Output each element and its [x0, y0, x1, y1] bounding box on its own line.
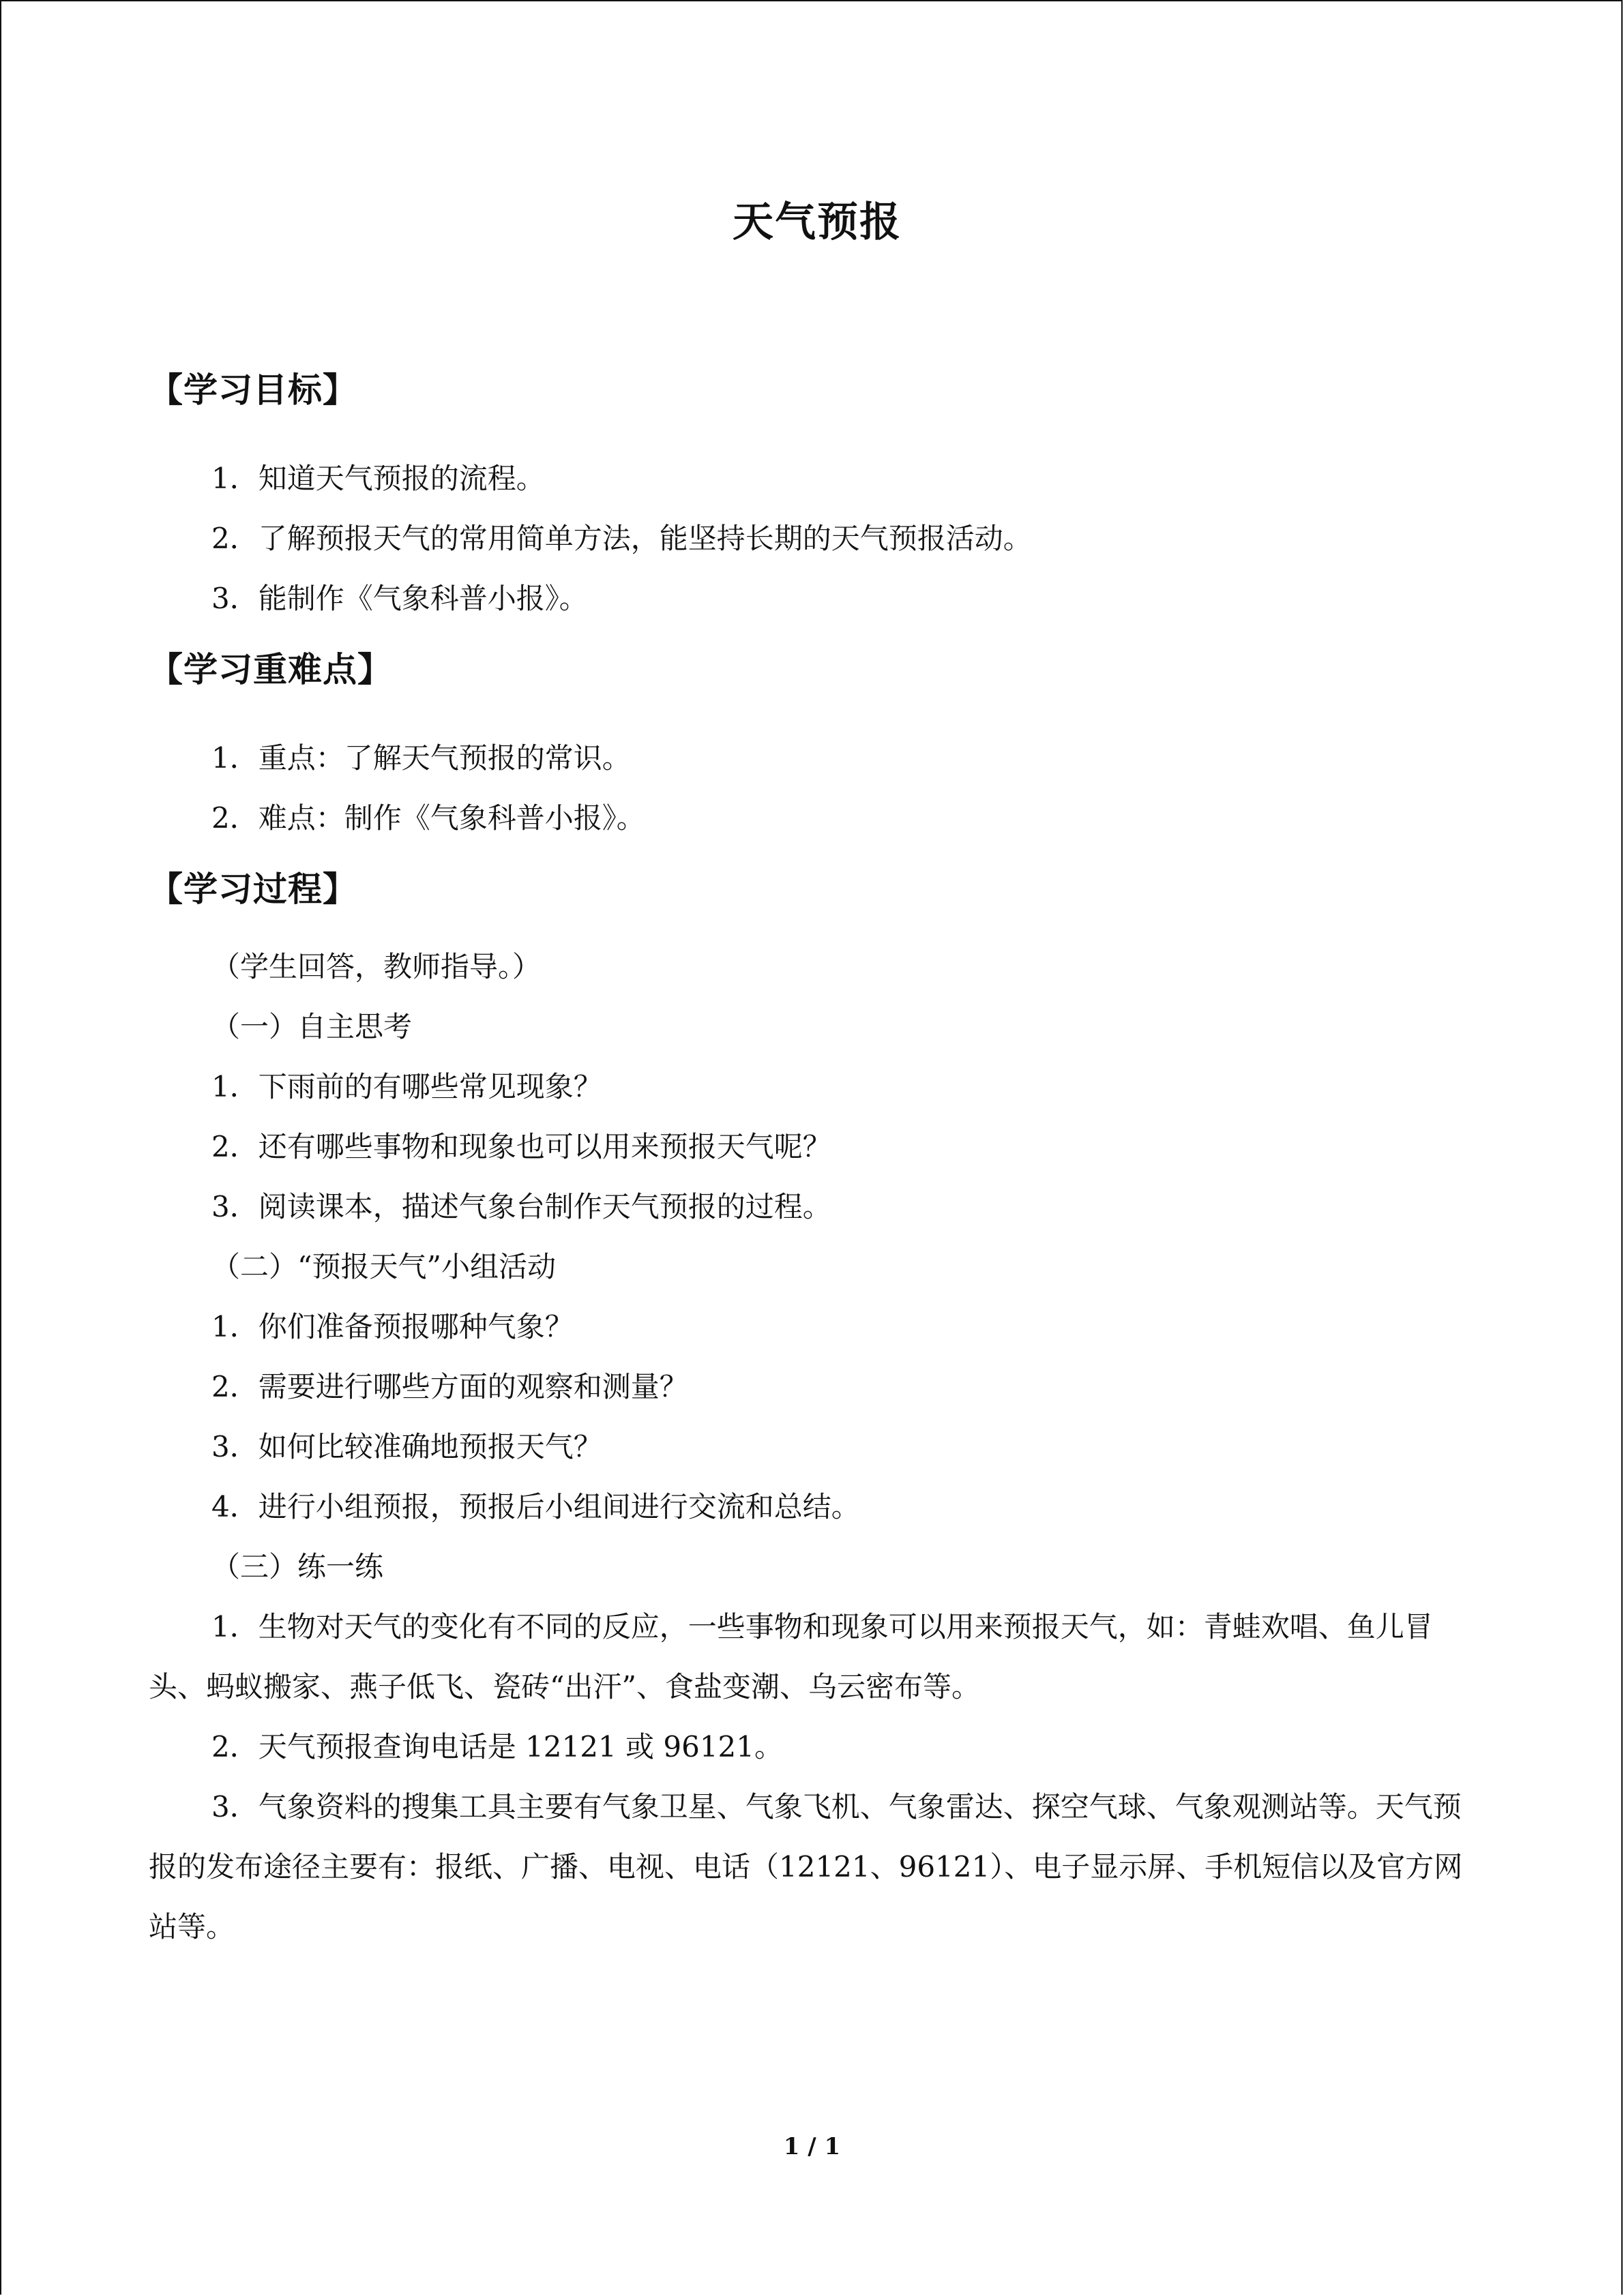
list-item: 1．重点：了解天气预报的常识。 — [211, 741, 631, 775]
document-body — [149, 198, 1486, 1978]
process-intro: （学生回答，教师指导。） — [211, 950, 542, 983]
page-title: 天气预报 — [733, 198, 902, 246]
page-number: 1 / 1 — [783, 2133, 841, 2160]
list-item: 1．生物对天气的变化有不同的反应，一些事物和现象可以用来预报天气，如：青蛙欢唱、鱼儿冒头、蚂蚁搬家、燕子低飞、瓷砖“出汗”、食盐变潮、乌云密布等。 — [149, 1610, 1433, 1703]
section-heading-key-points: 【学习重难点】 — [149, 650, 392, 689]
list-item: 2．天气预报查询电话是 12121 或 96121。 — [211, 1730, 783, 1763]
list-item: 3．如何比较准确地预报天气？ — [211, 1430, 602, 1463]
list-item: 4．进行小组预报，预报后小组间进行交流和总结。 — [211, 1490, 860, 1523]
part1-heading: （一）自主思考 — [211, 1010, 413, 1043]
list-item: 1．你们准备预报哪种气象？ — [211, 1310, 574, 1343]
list-item: 1．知道天气预报的流程。 — [211, 462, 545, 495]
list-item: 2．需要进行哪些方面的观察和测量？ — [211, 1370, 688, 1403]
list-item: 3．能制作《气象科普小报》。 — [211, 582, 588, 615]
list-item: 3．气象资料的搜集工具主要有气象卫星、气象飞机、气象雷达、探空气球、气象观测站等。天气预报的发布途径主要有：报纸、广播、电视、电话（12121、96121）、电子显示屏、手机短信以及官方网站等。 — [149, 1790, 1463, 1943]
list-item: 2．还有哪些事物和现象也可以用来预报天气呢？ — [211, 1130, 831, 1163]
process-content — [149, 937, 1486, 1957]
section-heading-goals: 【学习目标】 — [149, 370, 357, 410]
section-heading-process: 【学习过程】 — [149, 869, 357, 909]
part3-heading: （三）练一练 — [211, 1550, 384, 1583]
list-item: 1．下雨前的有哪些常见现象？ — [211, 1070, 602, 1103]
list-item: 3．阅读课本，描述气象台制作天气预报的过程。 — [211, 1190, 831, 1223]
list-item: 2．难点：制作《气象科普小报》。 — [211, 801, 645, 835]
goals-list — [149, 449, 1486, 629]
section-goals — [149, 370, 1486, 629]
list-item: 2．了解预报天气的常用简单方法，能坚持长期的天气预报活动。 — [211, 522, 1032, 555]
key-points-list — [149, 728, 1486, 848]
section-process — [149, 869, 1486, 1957]
section-key-points — [149, 649, 1486, 848]
part2-heading: （二）“预报天气”小组活动 — [211, 1250, 556, 1283]
